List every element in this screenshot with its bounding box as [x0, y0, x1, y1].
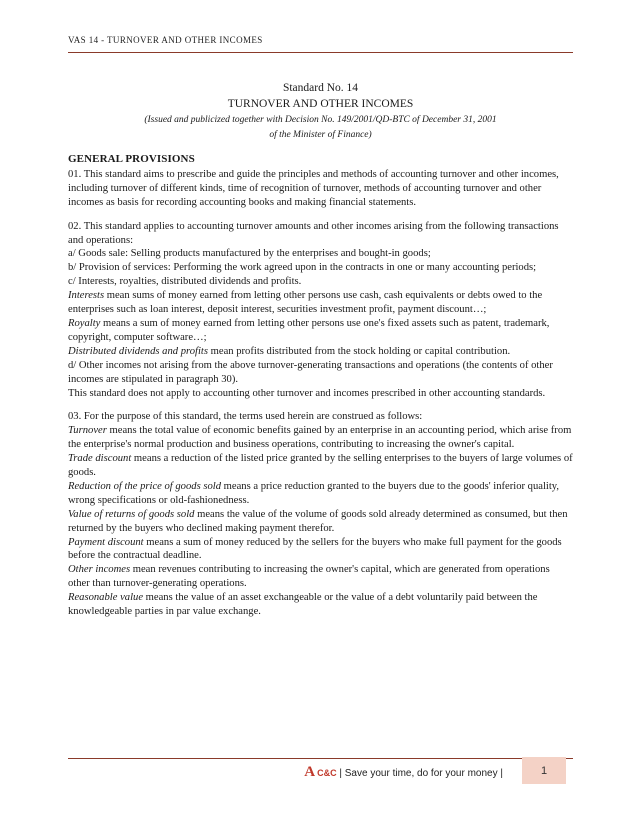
- body-content: [68, 153, 573, 619]
- definition-trade-discount: [68, 452, 573, 480]
- def-dividends: mean profits distributed from the stock holding or capital contribution.: [207, 345, 511, 357]
- term-returns: Value of returns of goods sold: [68, 508, 195, 520]
- standard-number: Standard No. 14: [282, 82, 359, 94]
- running-header: VAS 14 - TURNOVER AND OTHER INCOMES: [68, 35, 263, 45]
- term-reasonable-value: Reasonable value: [68, 592, 144, 604]
- brand-logo: A: [304, 764, 316, 780]
- def-royalty: means a sum of money earned from letting other persons use one's fixed assets such as patent, trademark, copyright, computer software…;: [68, 317, 550, 343]
- def-trade-discount: means a reduction of the listed price granted by the selling enterprises to the buyers of large volumes of goods.: [68, 453, 573, 479]
- term-payment-discount: Payment discount: [68, 536, 144, 548]
- issued-note-line1: (Issued and publicized together with Decision No. 149/2001/QD-BTC of December 31, 2001: [144, 115, 497, 125]
- title-block: [68, 80, 573, 142]
- item-c: c/ Interests, royalties, distributed dividends and profits.: [68, 276, 302, 288]
- issued-note-line2: of the Minister of Finance): [269, 130, 372, 140]
- header-rule: [68, 52, 573, 53]
- term-other-incomes: Other incomes: [68, 564, 131, 576]
- def-price-reduction: means a price reduction granted to the buyers due to the goods' inferior quality, wrong specifications or old-fashionedness.: [68, 480, 560, 506]
- definition-dividends: [68, 345, 573, 359]
- paragraph-03: 03. For the purpose of this standard, the terms used herein are construed as follows:: [68, 411, 423, 423]
- term-dividends: Distributed dividends and profits: [68, 345, 208, 357]
- paragraph-01: 01. This standard aims to prescribe and guide the principles and methods of accounting turnover and other incomes, including turnover of different kinds, time of recognition of turnover, methods of accounting turnover and other incomes as basis for recording accounting books and making financial statements.: [68, 168, 559, 208]
- def-payment-discount: means a sum of money reduced by the sellers for the buyers who make full payment for the goods before the contractual deadline.: [68, 536, 562, 562]
- footer-tagline: | Save your time, do for your money |: [339, 768, 503, 779]
- term-turnover: Turnover: [68, 425, 107, 437]
- definition-turnover: [68, 424, 573, 452]
- standard-title: TURNOVER AND OTHER INCOMES: [227, 98, 414, 110]
- definition-price-reduction: [68, 480, 573, 508]
- brand-logo-small: C&C: [317, 768, 337, 778]
- footer-rule: [68, 758, 573, 759]
- section-heading: GENERAL PROVISIONS: [68, 153, 195, 165]
- paragraph-02: 02. This standard applies to accounting turnover amounts and other incomes arising from the following transactions and operations:: [68, 220, 559, 246]
- item-d: d/ Other incomes not arising from the above turnover-generating transactions and operations (the contents of other incomes are stipulated in paragraph 30).: [68, 359, 553, 385]
- definition-royalty: [68, 317, 573, 345]
- item-b: b/ Provision of services: Performing the work agreed upon in the contracts in one or many accounting periods;: [68, 262, 537, 274]
- term-royalty: Royalty: [68, 317, 101, 329]
- definition-returns: [68, 508, 573, 536]
- term-price-reduction: Reduction of the price of goods sold: [68, 480, 221, 492]
- def-turnover: means the total value of economic benefits gained by an enterprise in an accounting period, which arise from the enterprise's normal production and business operations, contributing to increasing the owner's capital.: [68, 425, 572, 451]
- term-trade-discount: Trade discount: [68, 453, 132, 465]
- definition-payment-discount: [68, 536, 573, 564]
- scope-exclusion: This standard does not apply to accounting other turnover and incomes prescribed in other accounting standards.: [68, 387, 546, 399]
- page-number: 1: [522, 757, 566, 784]
- definition-other-incomes: [68, 563, 573, 591]
- definition-interests: [68, 289, 573, 317]
- item-a: a/ Goods sale: Selling products manufactured by the enterprises and bought-in goods;: [68, 248, 431, 260]
- term-interests: Interests: [68, 290, 105, 302]
- def-other-incomes: mean revenues contributing to increasing the owner's capital, which are generated from operations other than turnover-generating operations.: [68, 564, 550, 590]
- footer-brand: [304, 764, 503, 781]
- def-reasonable-value: means the value of an asset exchangeable or the value of a debt voluntarily paid between the knowledgeable parties in par value exchange.: [68, 592, 538, 618]
- def-returns: means the value of the volume of goods sold already determined as consumed, but then returned by the buyers who declined making payment therefor.: [68, 508, 568, 534]
- definition-reasonable-value: [68, 591, 573, 619]
- def-interests: mean sums of money earned from letting other persons use cash, cash equivalents or debts owed to the enterprises such as loan interest, deposit interest, securities investment profit, payment discount…;: [68, 290, 543, 316]
